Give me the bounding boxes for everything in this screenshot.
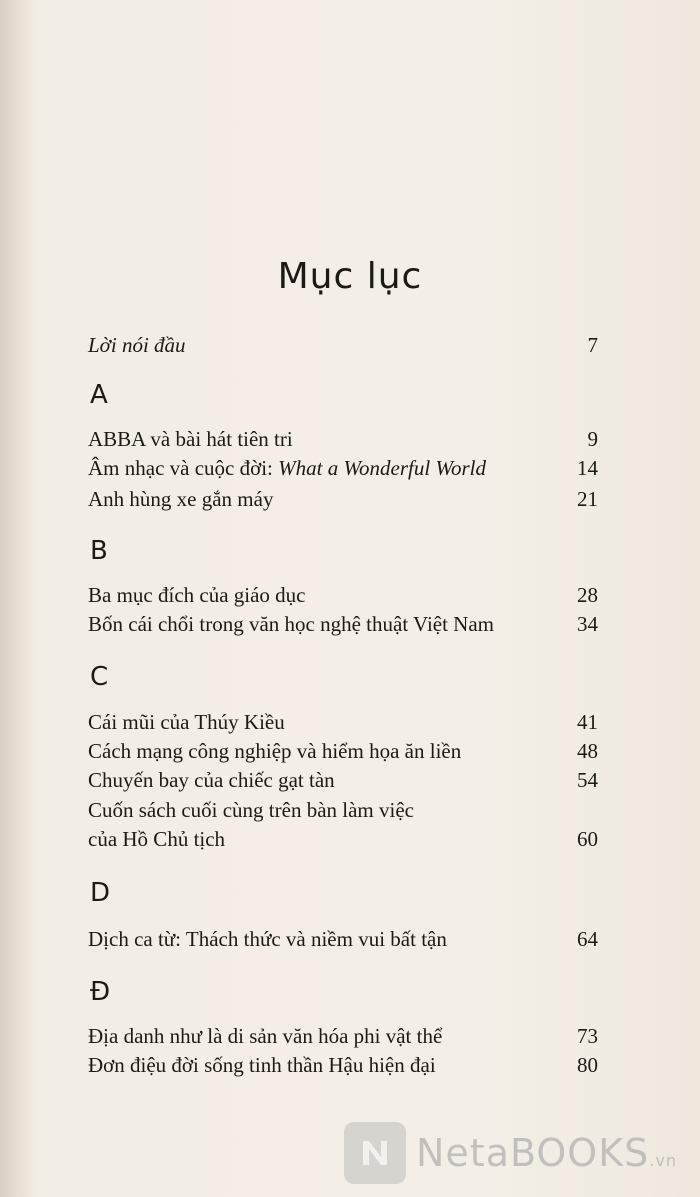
toc-entry [88, 484, 598, 514]
netabooks-logo-icon [344, 1122, 406, 1184]
toc-entry [88, 765, 598, 795]
section-letter-dd: Đ [90, 977, 111, 1007]
toc-entry [88, 609, 598, 639]
toc-entry-page: 7 [587, 333, 598, 357]
toc-entry-page: 64 [577, 927, 598, 951]
toc-entry-label: Lời nói đầu [88, 333, 186, 357]
watermark-text [416, 1131, 677, 1175]
toc-entry-page: 60 [577, 827, 598, 851]
toc-entry-label: Cái mũi của Thúy Kiều [88, 710, 285, 734]
toc-entry-label: Cách mạng công nghiệp và hiểm họa ăn liền [88, 739, 462, 763]
toc-entry-label [88, 453, 486, 483]
toc-entry-page: 41 [577, 710, 598, 734]
section-letter-a: A [90, 380, 108, 410]
toc-entry [88, 1021, 598, 1051]
page-title: Mục lục [277, 256, 423, 298]
toc-entry [88, 924, 598, 954]
section-letter-c: C [90, 662, 109, 692]
toc-entry-label-italic: What a Wonderful World [278, 456, 487, 480]
toc-entry-preface [88, 330, 598, 360]
section-letter-b: B [90, 536, 108, 566]
toc-entry-page: 34 [577, 612, 598, 636]
watermark-suffix: .vn [649, 1151, 677, 1170]
toc-entry-label: của Hồ Chủ tịch [88, 827, 226, 851]
toc-entry [88, 824, 598, 854]
toc-entry [88, 795, 598, 825]
toc-entry [88, 707, 598, 737]
toc-entry-label: Đơn điệu đời sống tinh thần Hậu hiện đại [88, 1053, 436, 1077]
toc-entry-label: Dịch ca từ: Thách thức và niềm vui bất tận [88, 927, 447, 951]
toc-entry [88, 424, 598, 454]
toc-entry-page: 14 [577, 456, 598, 480]
toc-entry-label-plain: Âm nhạc và cuộc đời: [88, 456, 279, 480]
toc-entry [88, 1050, 598, 1080]
toc-entry-page: 48 [577, 739, 598, 763]
toc-entry [88, 580, 598, 610]
toc-entry-page: 73 [577, 1024, 598, 1048]
section-letter-d: D [90, 878, 111, 908]
page-spine-shadow [0, 0, 34, 1197]
toc-entry-label: Địa danh như là di sản văn hóa phi vật thể [88, 1024, 443, 1048]
toc-entry-label: Cuốn sách cuối cùng trên bàn làm việc [88, 798, 414, 822]
toc-entry-page: 9 [587, 427, 598, 451]
toc-entry [88, 453, 598, 483]
toc-entry-page: 80 [577, 1053, 598, 1077]
netabooks-watermark [344, 1115, 694, 1191]
toc-entry [88, 736, 598, 766]
toc-entry-label: ABBA và bài hát tiên tri [88, 427, 293, 451]
watermark-brand: NetaBOOKS [416, 1131, 650, 1175]
toc-entry-page: 28 [577, 583, 598, 607]
toc-entry-label: Bốn cái chổi trong văn học nghệ thuật Việt Nam [88, 612, 495, 636]
toc-entry-label: Chuyến bay của chiếc gạt tàn [88, 768, 335, 792]
toc-entry-label: Anh hùng xe gắn máy [88, 487, 274, 511]
toc-entry-page: 54 [577, 768, 598, 792]
toc-entry-label: Ba mục đích của giáo dục [88, 583, 306, 607]
toc-entry-page: 21 [577, 487, 598, 511]
